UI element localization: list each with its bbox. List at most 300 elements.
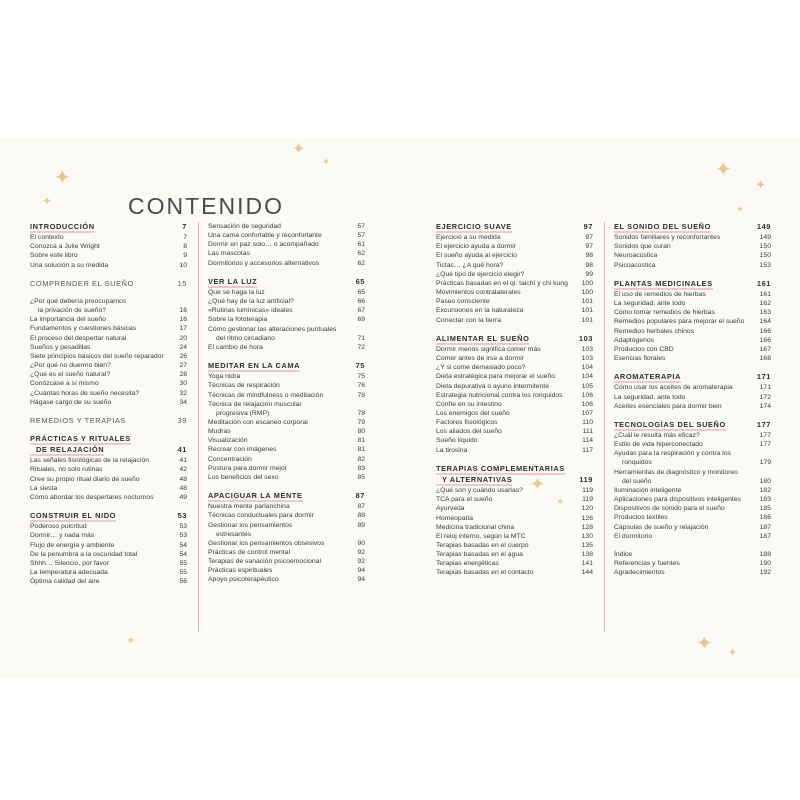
toc-entry (30, 541, 187, 550)
entry-title: Técnicas de respiración (208, 382, 280, 390)
entry-title: Gestionar los pensamientos obsesivos (208, 539, 325, 547)
toc-entry (436, 427, 593, 436)
entry-title: TECNOLOGÍAS DEL SUEÑO (614, 420, 726, 431)
entry-title: Aplicaciones para dispositivos inteligentes (614, 496, 741, 504)
entry-title: Dispositivos de sonido para el sueño (614, 505, 725, 513)
page-number: 164 (759, 318, 771, 326)
toc-entry (208, 343, 365, 352)
toc-entry (436, 514, 593, 523)
entry-title: Postura para dormir mejor (208, 464, 287, 472)
section-gap (30, 288, 187, 297)
toc-entry (208, 259, 365, 268)
entry-title: Hágase cargo de su sueño (30, 398, 112, 406)
entry-title: Esencias florales (614, 355, 666, 363)
entry-title: Recrear con imágenes (208, 446, 277, 454)
entry-title: Shhh… Silencio, por favor (30, 559, 109, 567)
toc-entry (614, 336, 771, 345)
section-heading (436, 464, 593, 475)
entry-title: «Rutinas lumínicas» ideales (208, 307, 293, 315)
toc-entry (30, 379, 187, 388)
page-number: 92 (357, 549, 365, 556)
entry-title: La tirosina (436, 446, 468, 454)
section-gap (208, 268, 365, 277)
star-icon: ✦ (556, 497, 565, 508)
page-number: 187 (759, 523, 771, 531)
toc-entry (614, 233, 771, 242)
entry-title: Y ALTERNATIVAS (436, 475, 512, 486)
toc-entry (614, 468, 771, 477)
page-number: 75 (357, 373, 365, 381)
toc-entry (614, 327, 771, 336)
toc-entry (614, 290, 771, 299)
entry-title: Estilo de vida hiperconectado (614, 441, 703, 449)
toc-entry (30, 242, 187, 251)
toc-entry (436, 233, 593, 242)
entry-title: Las mascotas (208, 250, 250, 258)
toc-column-3 (436, 222, 593, 578)
page-number: 16 (179, 307, 187, 315)
entry-title: El reloj interno, según la MTC (436, 532, 526, 540)
page-number: 107 (581, 409, 593, 417)
page-number: 103 (581, 345, 593, 353)
section-gap (208, 352, 365, 361)
entry-title: CONSTRUIR EL NIDO (30, 511, 116, 522)
page-number: 97 (583, 222, 593, 231)
star-icon: ✦ (54, 167, 71, 189)
entry-title: Neuroacústica (614, 252, 658, 260)
entry-title: Prácticas espirituales (208, 567, 273, 575)
page-number: 67 (357, 307, 365, 315)
page-number: 168 (759, 355, 771, 363)
toc-entry (208, 548, 365, 557)
toc-entry (30, 568, 187, 577)
star-icon: ✦ (696, 633, 713, 655)
page-number: 24 (179, 343, 187, 351)
entry-title: Terapias basadas en el cuerpo (436, 542, 529, 549)
page-number: 94 (357, 567, 365, 575)
page-number: 57 (357, 223, 365, 230)
page-number: 97 (585, 243, 593, 251)
toc-entry (436, 261, 593, 270)
page-number: 171 (756, 372, 771, 382)
entry-title: Mudras (208, 428, 231, 436)
page-number: 55 (179, 569, 187, 576)
entry-title: Movimientos contralaterales (436, 289, 521, 297)
entry-title: Medicina tradicional china (436, 523, 515, 531)
page-number: 97 (585, 234, 593, 242)
page-number: 183 (759, 496, 771, 504)
toc-entry (436, 297, 593, 306)
page-number: 186 (759, 514, 771, 522)
toc-entry-continued (614, 458, 771, 467)
page-number: 49 (179, 493, 187, 501)
entry-title: Dieta estratégica para mejorar el sueño (436, 373, 556, 381)
entry-title: Sueños y pesadillas (30, 343, 91, 351)
page-number: 161 (756, 278, 771, 288)
entry-title: Gestionar los pensamientos (208, 521, 293, 529)
toc-entry (30, 559, 187, 568)
page-number: 130 (581, 532, 593, 540)
page-number: 166 (759, 327, 771, 335)
toc-entry (436, 486, 593, 495)
entry-title: estresantes (216, 530, 252, 538)
toc-column-4 (614, 222, 771, 577)
entry-title: ALIMENTAR EL SUEÑO (436, 334, 529, 345)
page-number: 119 (582, 487, 593, 495)
entry-title: Poderoso pulcritud (30, 523, 87, 531)
entry-title: ronquidos (622, 459, 652, 467)
page-number: 72 (357, 343, 365, 351)
entry-title: INTRODUCCIÓN (30, 222, 95, 233)
page-number: 66 (357, 298, 365, 306)
toc-entry (436, 354, 593, 363)
toc-entry (208, 297, 365, 306)
page-number: 61 (357, 241, 365, 249)
toc-entry (614, 568, 771, 577)
page-number: 7 (182, 222, 187, 231)
star-icon: ✦ (530, 474, 546, 494)
entry-title: Sueño líquido (436, 437, 478, 445)
section-heading (208, 277, 365, 288)
toc-entry (208, 455, 365, 464)
entry-title: Apoyo psicoterapéutico (208, 576, 279, 584)
section-heading (208, 361, 365, 372)
section-heading (614, 222, 771, 233)
page-number: 106 (581, 391, 593, 399)
entry-title: Confíe en su intestino (436, 400, 502, 408)
section-gap (208, 482, 365, 491)
page-number: 7 (183, 234, 187, 242)
page-number: 65 (357, 288, 365, 296)
page-number: 126 (581, 514, 593, 522)
toc-entry (614, 431, 771, 440)
toc-entry (30, 398, 187, 407)
entry-title: Aceites esenciales para dormir bien (614, 402, 722, 410)
entry-title: Dormir menos significa comer más (436, 345, 541, 353)
toc-column-1 (30, 222, 187, 586)
toc-entry-continued (208, 530, 365, 539)
toc-entry (614, 242, 771, 251)
entry-title: Excursiones en la naturaleza (436, 307, 524, 315)
toc-entry (208, 249, 365, 258)
toc-entry (614, 393, 771, 402)
toc-entry (30, 484, 187, 493)
page-number: 119 (582, 496, 593, 504)
toc-entry (614, 550, 771, 559)
toc-entry (30, 370, 187, 379)
entry-title: El sueño ayuda al ejercicio (436, 252, 517, 260)
toc-entry (30, 389, 187, 398)
entry-title: Sonidos que curan (614, 243, 671, 251)
toc-entry (208, 557, 365, 566)
toc-entry (208, 575, 365, 584)
page-number: 163 (759, 309, 771, 317)
entry-title: Técnica de relajación muscular (208, 400, 302, 408)
entry-title: El uso de remedios de hierbas (614, 290, 706, 298)
page-number: 87 (357, 503, 365, 511)
toc-entry (436, 316, 593, 325)
entry-title: ¿Y si come demasiado poco? (436, 364, 526, 372)
page-number: 41 (177, 445, 187, 455)
page-number: 78 (357, 391, 365, 399)
page-number: 98 (585, 261, 593, 269)
entry-title: Los enemigos del sueño (436, 409, 510, 417)
entry-title: Prácticas de control mental (208, 549, 290, 556)
page-number: 53 (177, 511, 187, 521)
entry-title: El ejercicio ayuda a dormir (436, 243, 517, 251)
entry-title: Cómo tomar remedios de hierbas (614, 309, 715, 317)
entry-title: Conectar con la tierra (436, 316, 501, 324)
entry-title: DE RELAJACIÓN (30, 445, 104, 456)
toc-entry (30, 324, 187, 333)
entry-title: Conozca a Julie Wright (30, 243, 100, 251)
entry-title: Agradecimientos (614, 569, 665, 577)
page-number: 179 (759, 459, 771, 467)
entry-title: De la penumbra a la oscuridad total (30, 550, 138, 558)
section-gap (30, 270, 187, 279)
star-icon: ✦ (292, 141, 306, 158)
entry-title: Referencias y fuentes (614, 560, 680, 567)
page-number: 103 (581, 355, 593, 363)
toc-entry (436, 541, 593, 550)
page-number: 150 (759, 252, 771, 260)
entry-title: Las señales fisiológicas de la relajación (30, 457, 150, 465)
page-number: 106 (581, 400, 593, 408)
page-number: 75 (355, 361, 365, 371)
page-number: 69 (357, 316, 365, 324)
page-number: 30 (179, 380, 187, 388)
section-gap (30, 425, 187, 434)
toc-entry (436, 568, 593, 577)
page-number: 92 (357, 558, 365, 566)
toc-entry (208, 521, 365, 530)
entry-title: Sobre este libro (30, 252, 78, 260)
page-number: 16 (179, 316, 187, 324)
part-heading (30, 279, 187, 288)
page-number: 48 (179, 484, 187, 492)
page-number: 174 (759, 402, 771, 410)
toc-entry (30, 475, 187, 484)
section-gap (436, 325, 593, 334)
page-number: 182 (759, 486, 771, 494)
entry-title: Índice (614, 550, 633, 558)
toc-entry (208, 306, 365, 315)
toc-entry (30, 361, 187, 370)
toc-entry (208, 445, 365, 454)
toc-entry (436, 279, 593, 288)
entry-title: La temperatura adecuada (30, 569, 108, 576)
section-gap (614, 270, 771, 279)
toc-entry (208, 391, 365, 400)
page-number: 187 (759, 532, 771, 540)
page-number: 162 (759, 300, 771, 308)
toc-entry (208, 400, 365, 409)
entry-title: Estrategia nutricional contra los ronquidos (436, 391, 563, 399)
page-number: 161 (759, 290, 771, 298)
toc-entry (208, 502, 365, 511)
column-divider-2 (604, 222, 605, 632)
entry-title: PLANTAS MEDICINALES (614, 279, 713, 290)
entry-title: Flujo de energía y ambiente (30, 541, 115, 549)
page-number: 185 (759, 505, 771, 513)
toc-entry (614, 532, 771, 541)
entry-title: El proceso del despertar natural (30, 334, 127, 342)
toc-entry (436, 242, 593, 251)
entry-title: Ejercicio a su medida (436, 234, 501, 242)
toc-entry (614, 504, 771, 513)
toc-entry (208, 464, 365, 473)
page-number: 120 (581, 505, 593, 513)
entry-title: Psicoacústica (614, 261, 656, 269)
entry-title: ¿Cuántas horas de sueño necesita? (30, 389, 140, 397)
page-number: 177 (759, 441, 771, 449)
toc-entry (436, 382, 593, 391)
toc-entry (30, 297, 187, 306)
toc-entry (436, 532, 593, 541)
toc-entry (30, 352, 187, 361)
page-number: 177 (759, 431, 771, 439)
page-number: 78 (357, 409, 365, 417)
page-number: 98 (585, 252, 593, 260)
toc-entry-continued (208, 334, 365, 343)
toc-entry (30, 550, 187, 559)
toc-entry (614, 317, 771, 326)
entry-title: Nuestra mente parlanchina (208, 503, 290, 511)
entry-title: del ritmo circadiano (216, 334, 275, 342)
toc-entry (614, 261, 771, 270)
entry-title: Sonidos familiares y reconfortantes (614, 234, 721, 242)
entry-title: Productos textiles (614, 514, 668, 522)
page-number: 177 (756, 419, 771, 429)
entry-title: Ayudas para la respiración y contra los (614, 450, 731, 458)
page-number: 149 (756, 222, 771, 231)
page-number: 27 (179, 362, 187, 370)
entry-title: Adaptógenos (614, 336, 655, 344)
page-number: 81 (357, 437, 365, 445)
star-icon: ✦ (322, 157, 331, 168)
toc-entry (614, 513, 771, 522)
entry-title: COMPRENDER EL SUEÑO (30, 278, 134, 288)
entry-title: ¿Qué es el sueño natural? (30, 371, 111, 379)
toc-entry (30, 465, 187, 474)
entry-title: La importancia del sueño (30, 316, 106, 324)
toc-entry (614, 383, 771, 392)
toc-entry (208, 381, 365, 390)
toc-entry (208, 222, 365, 231)
entry-title: Una cama confortable y reconfortante (208, 232, 322, 240)
toc-entry (30, 261, 187, 270)
entry-title: Prácticas basadas en el qi: taichí y chi kung (436, 279, 568, 287)
toc-entry (436, 306, 593, 315)
entry-title: Terapias energéticas (436, 560, 499, 568)
toc-entry (208, 240, 365, 249)
entry-title: REMEDIOS Y TERAPIAS (30, 415, 127, 425)
page-number: 20 (179, 334, 187, 342)
section-heading (30, 222, 187, 233)
entry-title: La seguridad, ante todo (614, 393, 686, 401)
toc-entry (436, 270, 593, 279)
entry-title: ¿Cuál le resulta más eficaz? (614, 431, 700, 439)
page-number: 39 (177, 415, 187, 425)
star-icon: ✦ (728, 647, 738, 659)
entry-title: Terapias de sanación psicoemocional (208, 558, 321, 566)
page-number: 32 (179, 389, 187, 397)
toc-entry (208, 473, 365, 482)
page-number: 54 (179, 550, 187, 558)
entry-title: La seguridad, ante todo (614, 300, 686, 308)
toc-entry (436, 345, 593, 354)
page-number: 104 (581, 373, 593, 381)
entry-title: Conózcase a sí mismo (30, 380, 99, 388)
entry-title: Técnicas de mindfulness o meditación (208, 391, 324, 399)
entry-title: ¿Qué son y cuándo usarlas? (436, 487, 523, 495)
page-number: 135 (581, 542, 593, 549)
page-number: 117 (582, 446, 593, 454)
entry-title: Sobre la fototerapia (208, 316, 268, 324)
page-number: 100 (581, 289, 593, 297)
page-number: 180 (759, 477, 771, 485)
page-number: 144 (581, 569, 593, 577)
page-number: 166 (759, 336, 771, 344)
page-number: 100 (581, 279, 593, 287)
entry-title: ¿Por qué debería preocuparnos (30, 297, 127, 305)
toc-entry (436, 559, 593, 568)
page-number: 89 (357, 521, 365, 529)
toc-entry (208, 231, 365, 240)
entry-title: Siete principios básicos del sueño reparador (30, 352, 164, 360)
page-number: 56 (179, 578, 187, 586)
page-number: 81 (357, 446, 365, 454)
page-number: 8 (183, 243, 187, 251)
toc-entry (208, 325, 365, 334)
toc-entry (436, 363, 593, 372)
entry-title: El contexto (30, 234, 64, 242)
page-number: 26 (179, 352, 187, 360)
page-number: 190 (759, 560, 771, 567)
entry-title: Óptima calidad del aire (30, 578, 100, 586)
section-heading (614, 372, 771, 383)
page-number: 34 (179, 398, 187, 406)
section-gap (614, 541, 771, 550)
toc-entry (30, 493, 187, 502)
toc-entry (208, 418, 365, 427)
toc-entry (614, 402, 771, 411)
toc-entry (436, 288, 593, 297)
page-number: 114 (582, 437, 593, 445)
entry-title: la privación de sueño? (38, 307, 107, 315)
toc-entry (436, 523, 593, 532)
page-number: 80 (357, 428, 365, 436)
page-number: 141 (581, 560, 593, 568)
toc-entry (436, 495, 593, 504)
entry-title: Factores fisiológicos (436, 419, 498, 427)
page-number: 54 (179, 541, 187, 549)
toc-entry (614, 523, 771, 532)
page-number: 188 (759, 550, 771, 558)
entry-title: Concentración (208, 455, 252, 463)
page-number: 87 (355, 491, 365, 501)
entry-title: Ayurveda (436, 505, 465, 513)
entry-title: ¿Qué tipo de ejercicio elegir? (436, 270, 525, 278)
toc-entry (436, 418, 593, 427)
entry-title: Los beneficios del sexo (208, 473, 279, 481)
page-number: 10 (179, 261, 187, 269)
entry-title: progresiva (RMP) (216, 409, 270, 417)
page-number: 94 (357, 576, 365, 584)
entry-title: AROMATERAPIA (614, 372, 681, 383)
section-gap (30, 407, 187, 416)
toc-entry (614, 345, 771, 354)
